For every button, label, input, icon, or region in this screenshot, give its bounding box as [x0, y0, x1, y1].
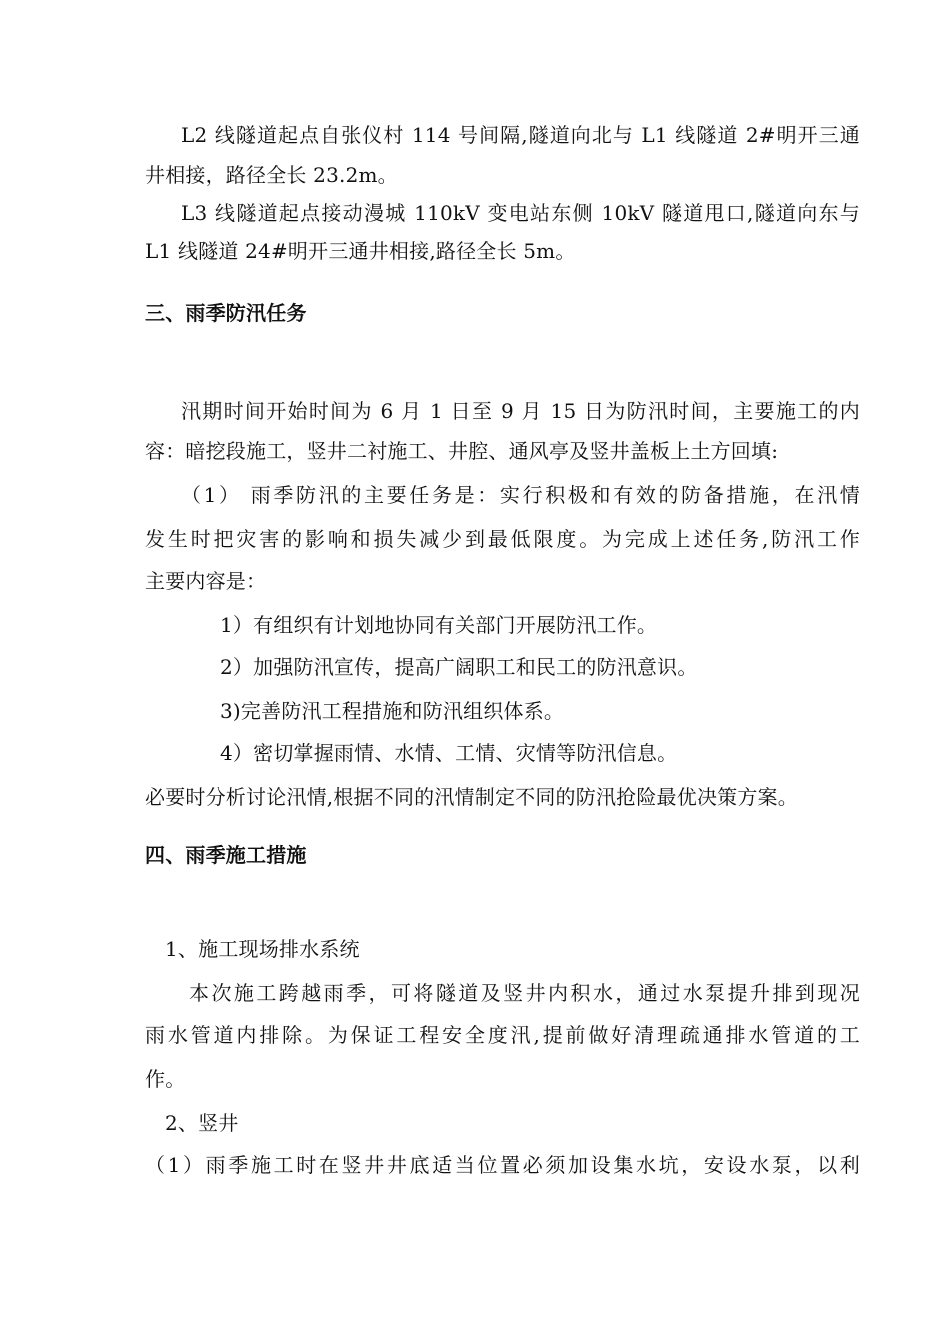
section-3-intro-line-1: 汛期时间开始时间为 6 月 1 日至 9 月 15 日为防汛时间，主要施工的内	[181, 399, 860, 423]
section-3-task-line-1: （1） 雨季防汛的主要任务是：实行积极和有效的防备措施，在汛情	[181, 483, 860, 507]
section-3-item-2: 2）加强防汛宣传，提高广阔职工和民工的防汛意识。	[220, 655, 698, 679]
section-3-item-1: 1）有组织有计划地协同有关部门开展防汛工作。	[220, 613, 658, 637]
section-3-task-line-3: 主要内容是：	[145, 569, 267, 593]
section-4-title: 四、雨季施工措施	[145, 843, 307, 867]
section-3-item-3: 3)完善防汛工程措施和防汛组织体系。	[220, 699, 565, 723]
section-4-sub-2-line-1: （1）雨季施工时在竖井井底适当位置必须加设集水坑，安设水泵，以利	[145, 1153, 860, 1177]
section-3-closing: 必要时分析讨论汛情,根据不同的汛情制定不同的防汛抢险最优决策方案。	[145, 785, 798, 809]
section-4-sub-2-title: 2、竖井	[165, 1111, 239, 1135]
section-4-sub-1-line-3: 作。	[145, 1067, 186, 1091]
section-3-intro-line-2: 容：暗挖段施工，竖井二衬施工、井腔、通风亭及竖井盖板上土方回填:	[145, 439, 779, 463]
section-4-sub-1-line-2: 雨水管道内排除。为保证工程安全度汛,提前做好清理疏通排水管道的工	[145, 1023, 860, 1047]
paragraph-l3-line-1: L3 线隧道起点接动漫城 110kV 变电站东侧 10kV 隧道甩口,隧道向东与	[181, 201, 860, 225]
section-3-task-line-2: 发生时把灾害的影响和损失减少到最低限度。为完成上述任务,防汛工作	[145, 527, 860, 551]
paragraph-l2-line-2: 井相接，路径全长 23.2m。	[145, 163, 398, 187]
section-4-sub-1-title: 1、施工现场排水系统	[165, 937, 360, 961]
section-4-sub-1-line-1: 本次施工跨越雨季，可将隧道及竖井内积水，通过水泵提升排到现况	[189, 981, 860, 1005]
paragraph-l2-line-1: L2 线隧道起点自张仪村 114 号间隔,隧道向北与 L1 线隧道 2#明开三通	[181, 123, 860, 147]
section-3-title: 三、雨季防汛任务	[145, 301, 307, 325]
section-3-item-4: 4）密切掌握雨情、水情、工情、灾情等防汛信息。	[220, 741, 678, 765]
paragraph-l3-line-2: L1 线隧道 24#明开三通井相接,路径全长 5m。	[145, 239, 576, 263]
